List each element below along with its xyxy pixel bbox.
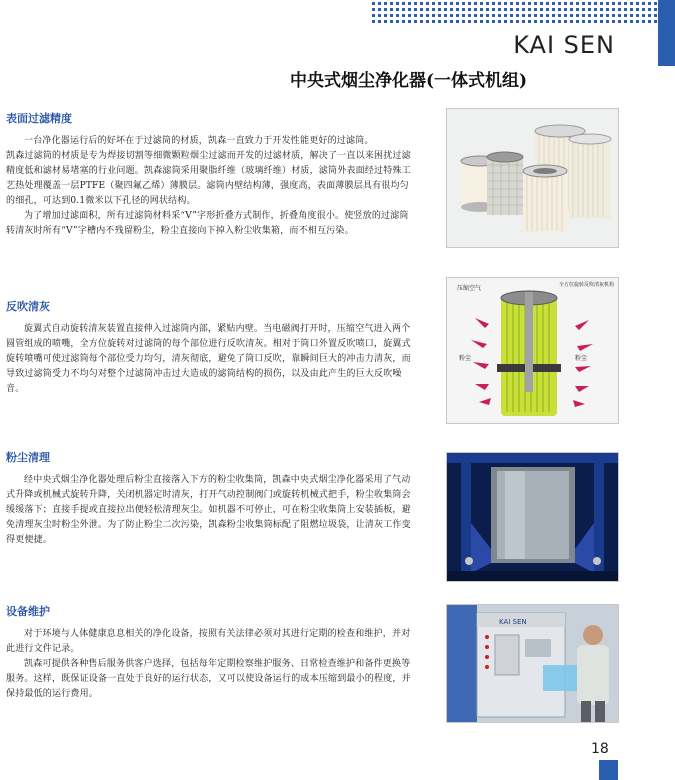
pulse-cleaning-diagram (446, 277, 619, 424)
section-filter-precision (6, 110, 411, 239)
dust-label-left: 粉尘 (459, 355, 472, 362)
page-number: 18 (591, 741, 609, 757)
header-blue-bar (658, 0, 675, 26)
section-heading: 表面过滤精度 (6, 112, 72, 125)
machine-brand-label: KAI SEN (499, 618, 527, 626)
compressed-air-label: 压缩空气 (457, 285, 482, 292)
paragraph: 一台净化器运行后的好坏在于过滤筒的材质，凯森一直致力于开发性能更好的过滤筒。 (24, 136, 374, 146)
page-title: 中央式烟尘净化器(一体式机组) (290, 71, 528, 91)
nozzle-label: 全方位旋转反吹清灰机构 (559, 282, 615, 288)
paragraph: 凯森可提供各种售后服务供客户选择，包括每年定期检察维护服务、日常检查维护和备件更换等服务。这样，既保证设备一直处于良好的运行状态，又可以使设备运行的成本压缩到最小的程度，并保持最低的运行费用。 (6, 659, 411, 699)
section-heading: 设备维护 (6, 605, 50, 618)
brand-logo: KAI SEN (513, 31, 615, 59)
footer-blue-bar (599, 760, 618, 780)
paragraph: 对于环境与人体健康息息相关的净化设备，按照有关法律必须对其进行定期的检查和维护，并对此进行文件记录。 (6, 629, 411, 654)
header-stripes (372, 0, 675, 26)
dust-label-right: 粉尘 (575, 355, 588, 362)
section-heading: 粉尘清理 (6, 451, 50, 464)
section-dust-removal (6, 449, 411, 548)
section-heading: 反吹清灰 (6, 300, 50, 313)
paragraph: 旋翼式自动旋转清灰装置直接伸入过滤筒内部，紧贴内壁。当电磁阀打开时，压缩空气进入两个圆管组成的喷嘴，全方位旋转对过滤筒的每个部位进行反吹清灰。相对于筒口外置反吹喷口，旋翼式旋转喷嘴可使过滤筒每个部位受力均匀，清灰彻底，避免了筒口反吹，靠瞬间巨大的冲击力清灰，而导致过滤筒受力不均匀对整个过滤筒冲击过大造成的滤筒结构的损伤，以及由此产生的巨大反吹噪音。 (6, 324, 411, 394)
section-pulse-cleaning (6, 298, 411, 397)
dust-bin-photo (446, 452, 619, 582)
logo-blue-bar (658, 26, 675, 66)
paragraph: 经中央式烟尘净化器处理后粉尘直接落入下方的粉尘收集筒，凯森中央式烟尘净化器采用了气动式升降或机械式旋转升降，关闭机器定时清灰，打开气动控制阀门或旋转机械式把手，粉尘收集筒会缓缓落下；直接手提或直接拉出便轻松清理灰尘。如机器不可停止，可在粉尘收集筒上安装插板，避免清理灰尘时粉尘外泄。为了防止粉尘二次污染，凯森粉尘收集筒标配了阻燃垃圾袋，让清灰工作变得更便捷。 (6, 475, 411, 545)
paragraph: 凯森过滤筒的材质是专为焊接切割等细微颗粒烟尘过滤而开发的过滤材质，解决了一直以来困扰过滤精度低和滤材易堵塞的行业问题。凯森滤筒采用聚脂纤维（玻璃纤维）材质，滤筒外表面经过特殊工艺热处理覆盖一层PTFE（聚四氟乙烯）薄膜层。滤筒内壁结构薄，强度高，表面薄膜层具有很均匀的细孔，可达到0.1微米以下孔径的网状结构。 (6, 151, 411, 206)
paragraph: 为了增加过滤面积，所有过滤筒材料采“V”字形折叠方式制作，折叠角度很小。使竖放的过滤筒转清灰时所有“V”字槽内不残留粉尘，粉尘直接向下掉入粉尘收集箱，而不相互污染。 (6, 211, 409, 236)
section-maintenance (6, 603, 411, 702)
filter-cartridges-photo (446, 108, 619, 248)
maintenance-photo (446, 604, 619, 723)
